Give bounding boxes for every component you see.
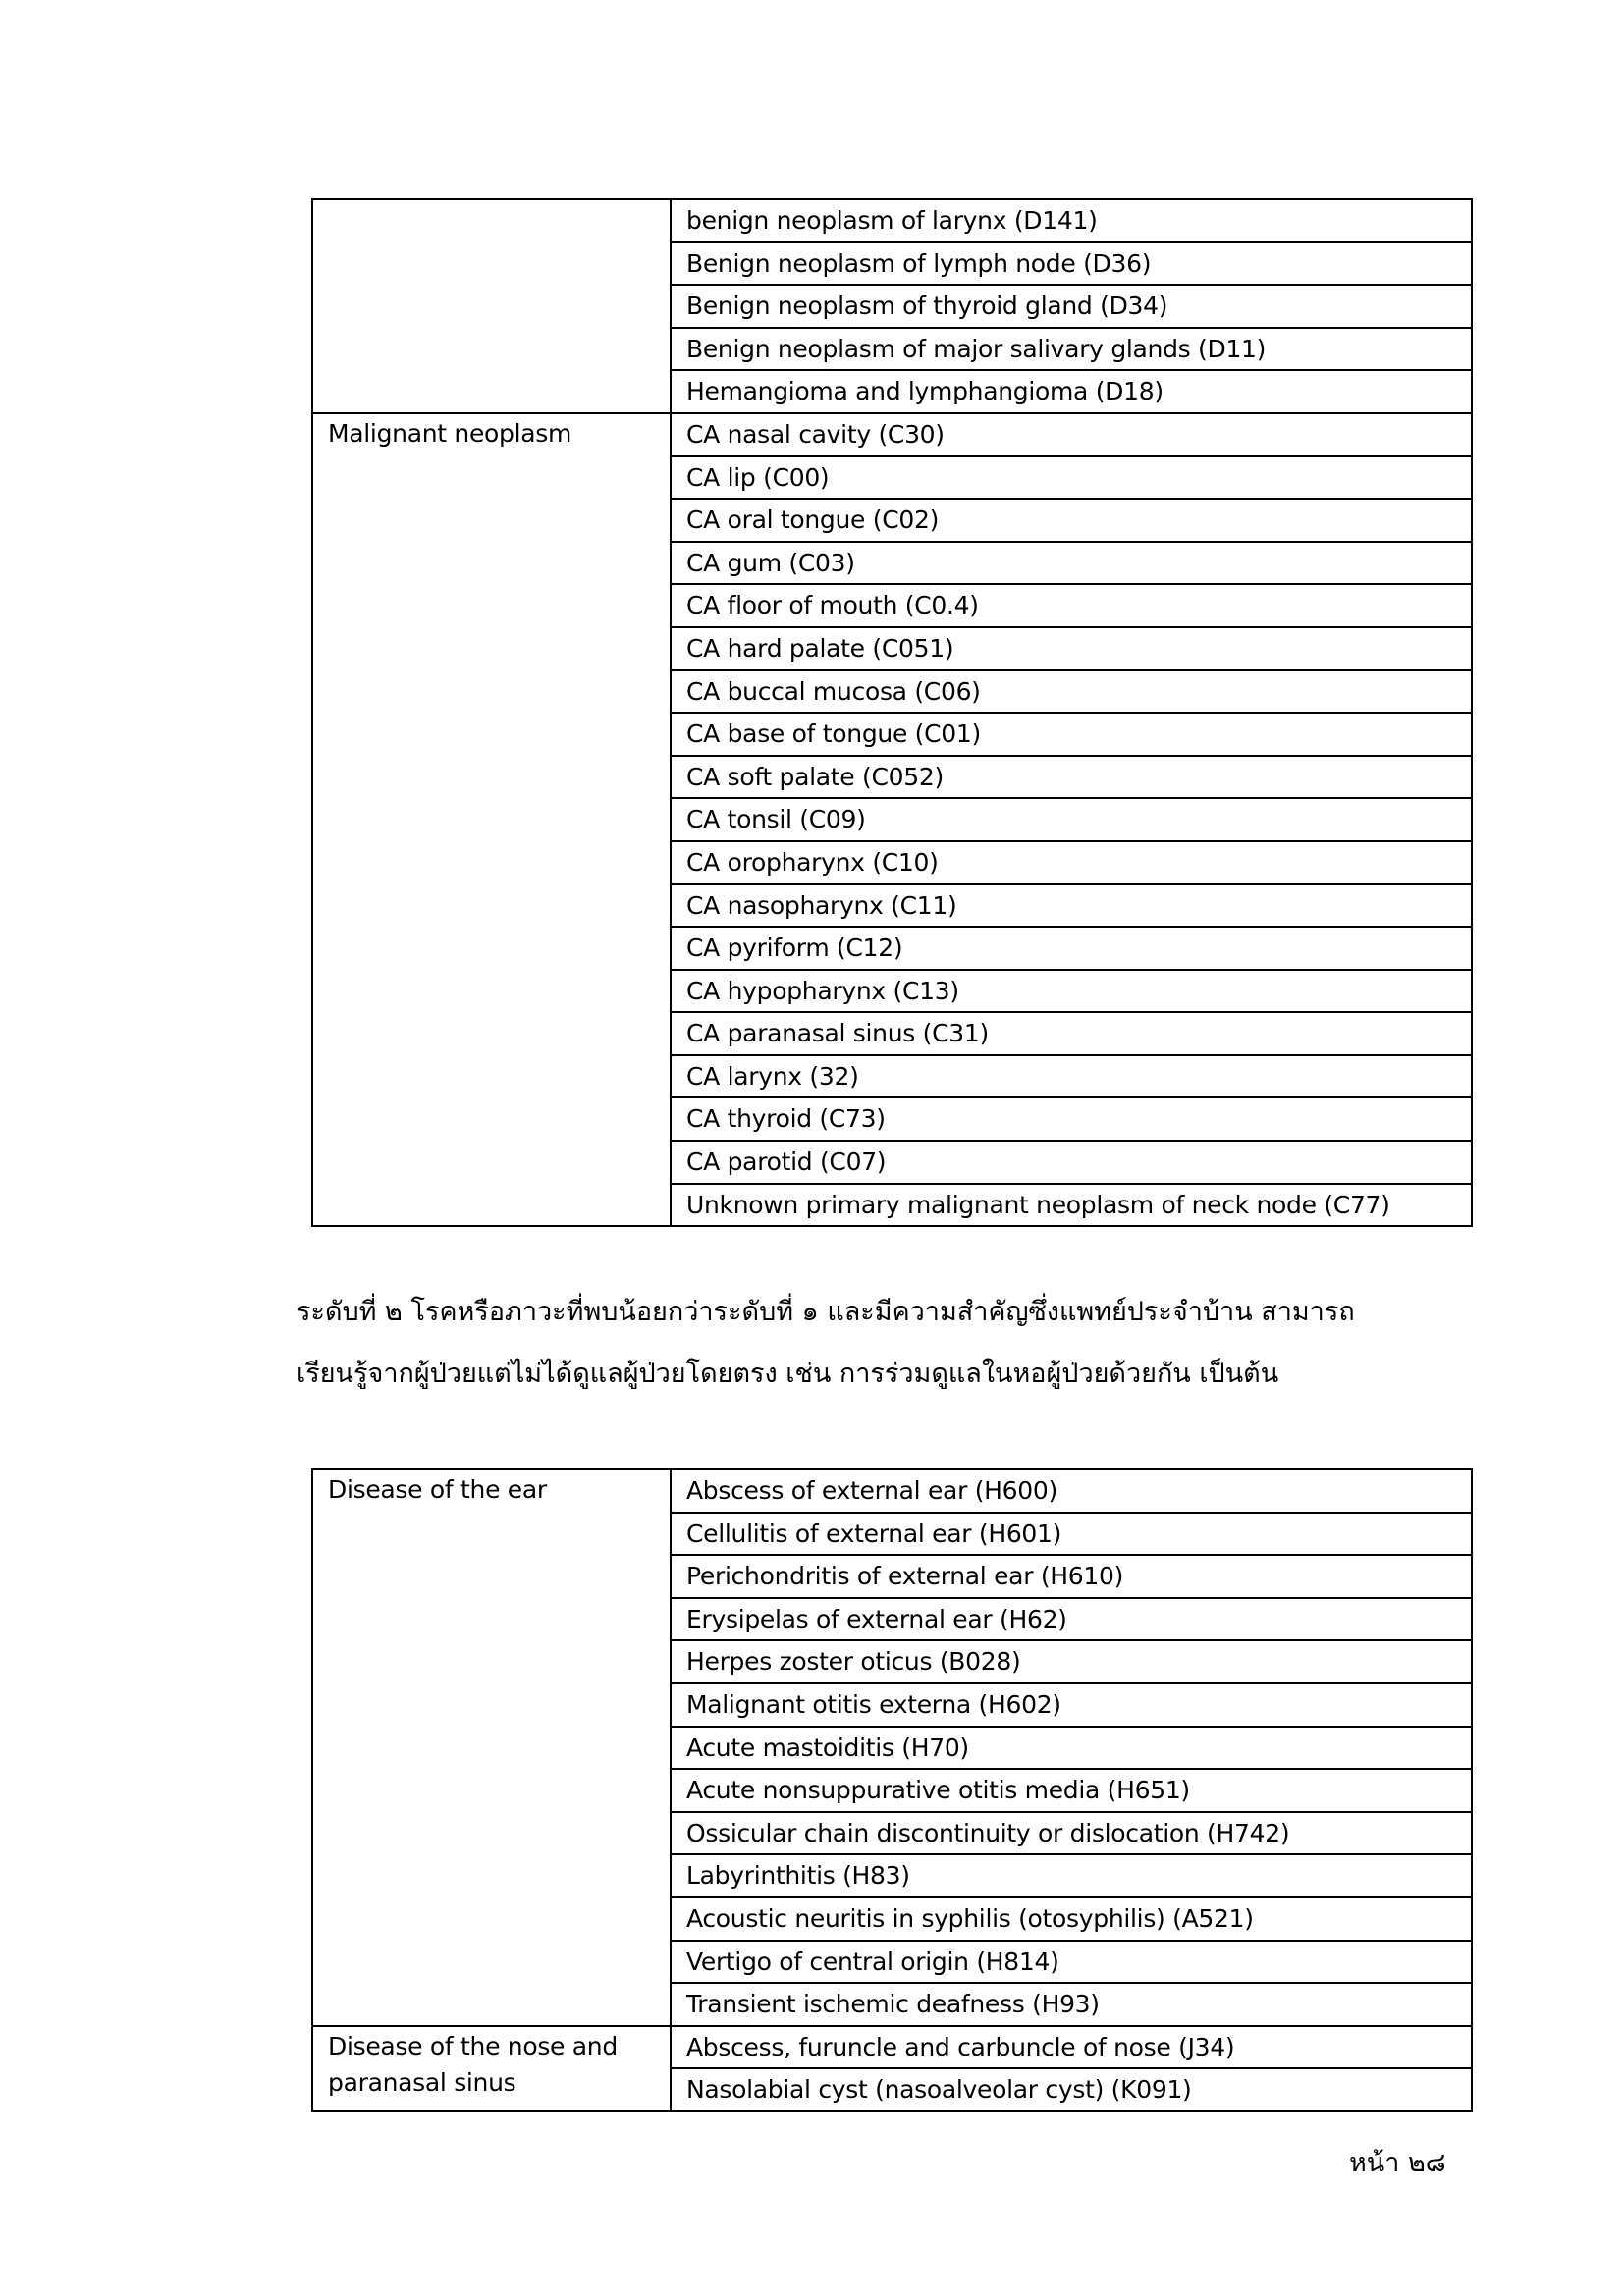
category-cell: Disease of the ear [312, 1469, 671, 2026]
disease-item-cell: Benign neoplasm of thyroid gland (D34) [671, 285, 1472, 328]
disease-item-cell: Perichondritis of external ear (H610) [671, 1555, 1472, 1598]
disease-item-cell: CA larynx (32) [671, 1055, 1472, 1098]
disease-item-cell: Cellulitis of external ear (H601) [671, 1513, 1472, 1556]
disease-table-continued [311, 198, 1473, 1227]
disease-item-cell: Vertigo of central origin (H814) [671, 1941, 1472, 1984]
disease-item-cell: CA buccal mucosa (C06) [671, 670, 1472, 714]
table-row [312, 1469, 1472, 1513]
disease-item-cell: Abscess, furuncle and carbuncle of nose (J34) [671, 2026, 1472, 2069]
disease-item-cell: Acute mastoiditis (H70) [671, 1727, 1472, 1770]
disease-item-cell: CA thyroid (C73) [671, 1097, 1472, 1141]
disease-item-cell: CA nasal cavity (C30) [671, 413, 1472, 456]
table-row [312, 199, 1472, 242]
disease-item-cell: benign neoplasm of larynx (D141) [671, 199, 1472, 242]
disease-item-cell: CA pyriform (C12) [671, 927, 1472, 970]
disease-item-cell: CA oropharynx (C10) [671, 841, 1472, 884]
disease-item-cell: CA lip (C00) [671, 456, 1472, 500]
disease-item-cell: Ossicular chain discontinuity or dislocation (H742) [671, 1812, 1472, 1855]
category-cell [312, 199, 671, 413]
disease-table-body [312, 199, 1472, 1226]
disease-item-cell: CA floor of mouth (C0.4) [671, 584, 1472, 627]
disease-item-cell: CA tonsil (C09) [671, 798, 1472, 841]
disease-item-cell: CA hard palate (C051) [671, 627, 1472, 670]
disease-item-cell: Transient ischemic deafness (H93) [671, 1983, 1472, 2026]
disease-table-body [312, 1469, 1472, 2111]
page-number: หน้า ๒๘ [1349, 2148, 1446, 2178]
disease-item-cell: Benign neoplasm of major salivary glands (D11) [671, 328, 1472, 371]
disease-item-cell: CA soft palate (C052) [671, 756, 1472, 799]
disease-item-cell: Nasolabial cyst (nasoalveolar cyst) (K091) [671, 2068, 1472, 2111]
disease-item-cell: Abscess of external ear (H600) [671, 1469, 1472, 1513]
category-cell: Malignant neoplasm [312, 413, 671, 1226]
level-2-description-line-2: เรียนรู้จากผู้ป่วยแต่ไม่ได้ดูแลผู้ป่วยโดยตรง เช่น การร่วมดูแลในหอผู้ป่วยด้วยกัน เป็นต้น [297, 1359, 1279, 1389]
disease-item-cell: CA parotid (C07) [671, 1141, 1472, 1184]
disease-item-cell: CA gum (C03) [671, 542, 1472, 585]
category-cell: Disease of the nose and paranasal sinus [312, 2026, 671, 2111]
disease-item-cell: Benign neoplasm of lymph node (D36) [671, 242, 1472, 286]
disease-item-cell: Acute nonsuppurative otitis media (H651) [671, 1769, 1472, 1812]
disease-item-cell: Herpes zoster oticus (B028) [671, 1640, 1472, 1683]
disease-item-cell: CA oral tongue (C02) [671, 499, 1472, 542]
disease-item-cell: Labyrinthitis (H83) [671, 1854, 1472, 1897]
disease-item-cell: CA hypopharynx (C13) [671, 970, 1472, 1013]
disease-item-cell: Malignant otitis externa (H602) [671, 1683, 1472, 1727]
disease-item-cell: Acoustic neuritis in syphilis (otosyphilis) (A521) [671, 1897, 1472, 1941]
disease-item-cell: CA nasopharynx (C11) [671, 884, 1472, 928]
table-row [312, 413, 1472, 456]
disease-item-cell: Hemangioma and lymphangioma (D18) [671, 370, 1472, 413]
disease-item-cell: CA paranasal sinus (C31) [671, 1012, 1472, 1055]
disease-item-cell: Unknown primary malignant neoplasm of neck node (C77) [671, 1184, 1472, 1227]
table-row [312, 2026, 1472, 2069]
disease-table-level-2 [311, 1468, 1473, 2112]
disease-item-cell: CA base of tongue (C01) [671, 713, 1472, 756]
disease-item-cell: Erysipelas of external ear (H62) [671, 1598, 1472, 1641]
level-2-description-line-1: ระดับที่ ๒ โรคหรือภาวะที่พบน้อยกว่าระดับที่ ๑ และมีความสำคัญซึ่งแพทย์ประจำบ้าน สามารถ [297, 1297, 1355, 1327]
